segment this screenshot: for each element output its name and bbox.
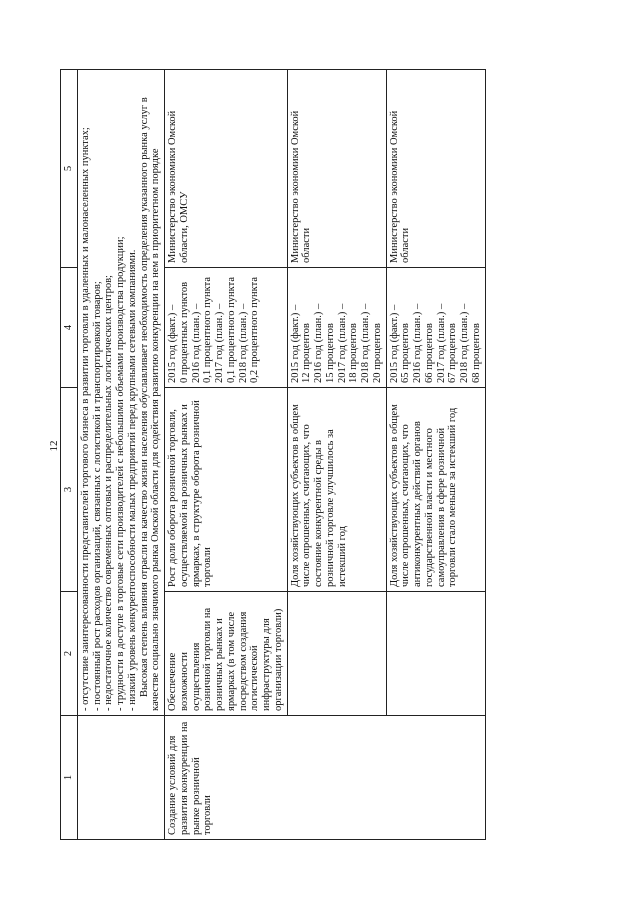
- table-row: [165, 70, 288, 840]
- value-line: 2016 год (план.) –: [412, 303, 423, 383]
- measure-cell-empty: [386, 592, 485, 716]
- value-line: 2015 год (факт.) –: [289, 304, 301, 383]
- intro-bullet: - недостаточное количество современных оптовых и распределительных логистических центров;: [103, 275, 115, 711]
- measures-table: [60, 69, 486, 840]
- measure-cell: Обеспечение возможности осуществления розничной торговли на розничных рынках и ярмарках (в том числе посредством создания логистической инфраструктуры для организации торговли): [165, 592, 288, 716]
- intro-bullet: - постоянный рост расходов организаций, связанных с логистикой и транспортировкой товаров;: [91, 281, 103, 711]
- intro-row: [77, 70, 164, 840]
- page-number: 12: [48, 440, 60, 452]
- value-line: 67 процентов: [447, 323, 459, 383]
- indicator-cell: Доля хозяйствующих субъектов в общем числе опрошенных, считающих, что антиконкурентных действий органов государственной власти и местного самоуправления в сфере розничной торговли стало меньше за истекший год: [386, 388, 485, 592]
- column-number-4: 4: [61, 268, 78, 388]
- intro-bullet: - трудности в доступе в торговые сети производителей с небольшими объемами производства продукции;: [115, 236, 126, 711]
- column-number-1: 1: [61, 716, 78, 840]
- value-line: 0,1 процентного пункта: [225, 277, 237, 383]
- value-line: 2018 год (план.) –: [459, 303, 470, 383]
- column-number-3: 3: [61, 388, 78, 592]
- value-line: 0,1 процентного пункта: [202, 277, 214, 383]
- intro-bullet: - отсутствие заинтересованности представителей торгового бизнеса в развитии торговли в удаленных и малонаселенных пунктах;: [79, 127, 91, 711]
- value-line: 2017 год (план.) –: [435, 303, 447, 383]
- column-number-2: 2: [61, 592, 78, 716]
- measure-cell-empty: [287, 592, 386, 716]
- value-line: 68 процентов: [470, 323, 482, 383]
- intro-bullet: - низкий уровень конкурентоспособности малых предприятий перед крупными сетевыми компаниями.: [126, 249, 138, 711]
- value-line: 2018 год (план.) –: [360, 303, 371, 383]
- value-line: 2017 год (план.) –: [336, 303, 348, 383]
- value-line: 2015 год (факт.) –: [167, 304, 178, 383]
- rotated-table-container: [60, 70, 580, 840]
- column-number-5: 5: [61, 70, 78, 268]
- indicator-cell: Доля хозяйствующих субъектов в общем числе опрошенных, считающих, что состояние конкурентной среды в розничной торговле улучшилось за истекший год: [287, 388, 386, 592]
- value-line: 2015 год (факт.) –: [388, 304, 400, 383]
- value-line: 65 процентов: [400, 323, 412, 383]
- indicator-cell: Рост доли оборота розничной торговли, осуществляемой на розничных рынках и ярмарках, в структуре оборота розничной торговли: [165, 388, 288, 592]
- responsible-cell: Министерство экономики Омской области: [287, 70, 386, 268]
- goal-cell: Создание условий для развития конкуренции на рынке розничной торговли: [165, 716, 486, 840]
- value-line: 2016 год (план.) –: [313, 303, 324, 383]
- value-line: 2017 год (план.) –: [214, 303, 225, 383]
- value-line: 18 процентов: [348, 323, 360, 383]
- value-line: 2018 год (план.) –: [237, 303, 249, 383]
- value-line: 20 процентов: [371, 323, 383, 383]
- value-line: 66 процентов: [423, 323, 435, 383]
- column-number-row: [61, 70, 78, 840]
- values-cell: [386, 268, 485, 388]
- intro-cell: [77, 70, 164, 716]
- value-line: 0,2 процентного пункта: [249, 277, 261, 383]
- value-line: 12 процентов: [301, 323, 313, 383]
- intro-conclusion: Высокая степень влияния отрасли на качество жизни населения обуславливает необходимость определения указанного рынка услуг в качестве социально значимого рынка Омской области для содействия развитию конкуренции на нем в приоритетном порядке: [138, 97, 162, 711]
- responsible-cell: Министерство экономики Омской области, ОМСУ: [165, 70, 288, 268]
- value-line: 15 процентов: [324, 323, 336, 383]
- responsible-cell: Министерство экономики Омской области: [386, 70, 485, 268]
- value-line: 2016 год (план.) –: [190, 303, 202, 383]
- values-cell: [165, 268, 288, 388]
- value-line: 0 процентных пунктов: [178, 281, 190, 383]
- values-cell: [287, 268, 386, 388]
